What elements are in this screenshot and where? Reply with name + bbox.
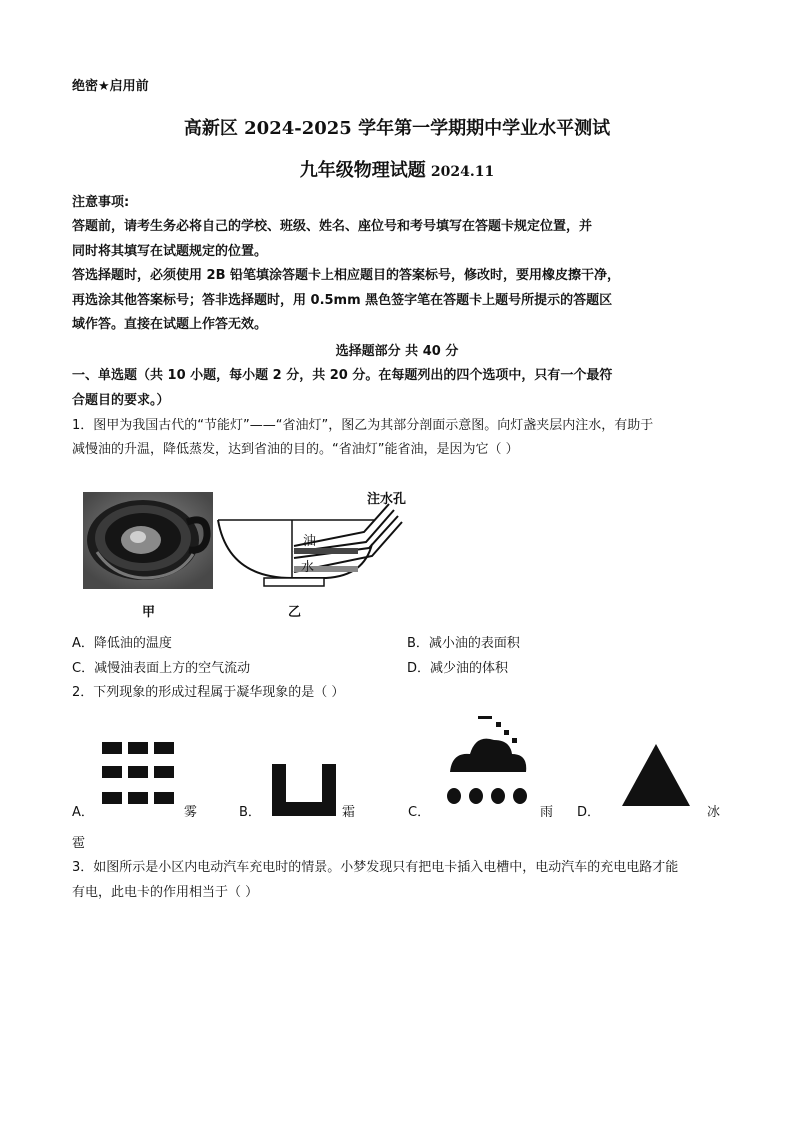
q3-stem-line: 3．如图所示是小区内电动汽车充电时的情景。小梦发现只有把电卡插入电槽中，电动汽车的充电电路才能 <box>72 860 679 875</box>
q2-option-c-text[interactable]: 雨 <box>540 805 554 820</box>
exam-title: 高新区 2024-2025 学年第一学期期中学业水平测试 <box>183 118 611 139</box>
q3-stem-line: 有电，此电卡的作用相当于（ ） <box>72 885 259 900</box>
q2-stem: 2．下列现象的形成过程属于凝华现象的是（ ） <box>72 685 345 700</box>
notice-line: 再选涂其他答案标号；答非选择题时，用 0.5mm 黑色签字笔在答题卡上题号所提示的答题区 <box>72 293 613 308</box>
water-label: 水 <box>301 560 315 575</box>
q2-option-b-letter[interactable]: B． <box>239 805 261 820</box>
notice-line: 答题前，请考生务必将自己的学校、班级、姓名、座位号和考号填写在答题卡规定位置，并 <box>72 219 593 234</box>
q1-option-d[interactable]: D．减少油的体积 <box>407 661 509 676</box>
notice-line: 域作答。直接在试题上作答无效。 <box>72 317 268 332</box>
fig-label-a: 甲 <box>142 605 156 620</box>
q1-stem-line: 减慢油的升温，降低蒸发，达到省油的目的。“省油灯”能省油，是因为它（ ） <box>72 442 519 457</box>
q2-option-d-wrap: 雹 <box>72 836 86 851</box>
exam-date: 2024.11 <box>430 164 495 180</box>
q2-option-d-text[interactable]: 冰 <box>707 805 721 820</box>
notice-line: 答选择题时，必须使用 2B 铅笔填涂答题卡上相应题目的答案标号，修改时，要用橡皮擦干净， <box>72 268 621 283</box>
q1-stem-line: 1．图甲为我国古代的“节能灯”——“省油灯”，图乙为其部分剖面示意图。向灯盏夹层内注水，有助于 <box>72 418 654 433</box>
hail-icon <box>620 742 692 808</box>
q2-option-a-letter[interactable]: A． <box>72 805 94 820</box>
q2-option-a-text[interactable]: 雾 <box>184 805 198 820</box>
rain-icon <box>440 712 536 806</box>
exam-subtitle: 九年级物理试题 <box>299 160 426 181</box>
q1-option-b[interactable]: B．减小油的表面积 <box>407 636 520 651</box>
fig-label-b: 乙 <box>288 605 302 620</box>
oil-label: 油 <box>303 534 317 549</box>
section-heading-line: 一、单选题（共 10 小题，每小题 2 分，共 20 分。在每题列出的四个选项中，只有一个最符 <box>72 368 613 383</box>
q2-option-b-text[interactable]: 霜 <box>342 805 356 820</box>
q2-option-d-letter[interactable]: D． <box>577 805 601 820</box>
exam-subtitle-row <box>0 156 794 182</box>
q1-option-a[interactable]: A．降低油的温度 <box>72 636 172 651</box>
notice-line: 同时将其填写在试题规定的位置。 <box>72 244 268 259</box>
section-title: 选择题部分 共 40 分 <box>335 344 459 359</box>
secret-label: 绝密★启用前 <box>72 79 149 94</box>
fog-icon <box>100 742 178 808</box>
q2-option-c-letter[interactable]: C． <box>408 805 431 820</box>
q1-option-c[interactable]: C．减慢油表面上方的空气流动 <box>72 661 251 676</box>
oil-lamp-photo <box>83 492 213 589</box>
hole-label: 注水孔 <box>367 492 407 507</box>
section-heading-line: 合题目的要求。） <box>72 393 170 408</box>
frost-icon <box>270 762 338 818</box>
notice-heading: 注意事项: <box>72 195 130 210</box>
